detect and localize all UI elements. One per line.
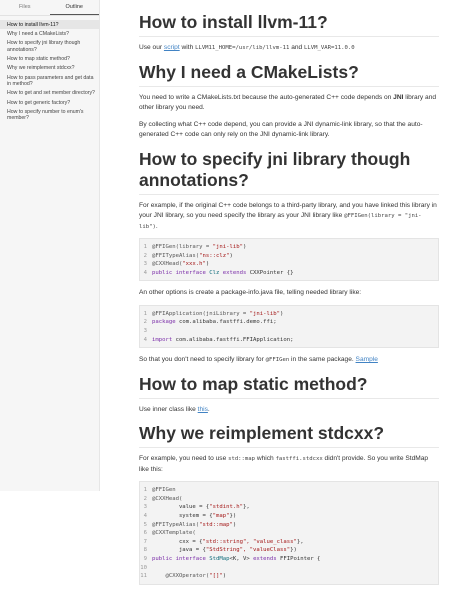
paragraph xyxy=(139,355,439,366)
paragraph xyxy=(139,405,439,416)
text: Use our xyxy=(139,44,164,51)
heading-static-method: How to map static method? xyxy=(139,374,439,399)
text: So that you don't need to specify library for xyxy=(139,356,266,364)
text: didn't provide. So you write StdMap like this: xyxy=(139,455,429,473)
code-text: com.alibaba.fastffi.demo.ffi; xyxy=(178,319,277,326)
line-number: 9 xyxy=(143,556,147,562)
sample-link[interactable]: Sample xyxy=(355,356,378,364)
code-line xyxy=(140,310,438,319)
code-string: "std::map" xyxy=(199,521,233,528)
code-text: @CXXHead( xyxy=(152,495,183,502)
text: and xyxy=(289,44,305,51)
code-line xyxy=(140,495,438,504)
line-number: 2 xyxy=(143,252,147,259)
sidebar-tabs xyxy=(0,0,99,16)
paragraph: An other options is create a package-info.java file, telling needed library like: xyxy=(139,289,362,297)
line-number: 11 xyxy=(140,573,147,580)
inline-code: @FFIGen xyxy=(265,357,290,364)
text: You need to write a CMakeLists.txt because the auto-generated C++ code depends on xyxy=(139,93,394,101)
text: library and other library you need. xyxy=(139,93,437,111)
code-keyword: public interface xyxy=(152,269,210,276)
inline-code: fastffi.stdcxx xyxy=(275,456,323,463)
bold-text: JNI xyxy=(393,93,404,101)
code-type: Clz xyxy=(209,269,220,276)
code-text: }, xyxy=(242,504,250,511)
line-number: 1 xyxy=(143,487,147,494)
text: For example, you need to use xyxy=(139,455,229,463)
line-number: 5 xyxy=(143,521,147,528)
line-number: 3 xyxy=(143,261,147,268)
code-line xyxy=(140,243,438,252)
paragraph xyxy=(139,43,439,54)
line-number: 1 xyxy=(143,310,147,317)
outline-item[interactable]: How to specify jni library though annotations? xyxy=(7,40,81,53)
line-number: 10 xyxy=(140,564,147,571)
code-text: }) xyxy=(290,547,297,554)
code-text: ) xyxy=(242,244,247,250)
paragraph xyxy=(139,454,439,475)
document-content xyxy=(139,12,439,592)
code-text: CXXPointer {} xyxy=(249,269,294,276)
code-line xyxy=(140,260,438,269)
text: which xyxy=(255,455,276,463)
code-type: StdMap xyxy=(209,556,230,562)
line-number: 3 xyxy=(143,328,147,335)
heading-jni-library: How to specify jni library though annotations? xyxy=(139,149,439,195)
text: with xyxy=(179,44,196,51)
line-number: 4 xyxy=(143,336,147,343)
code-string: "map" xyxy=(212,513,230,520)
code-keyword: extends xyxy=(253,556,281,562)
code-text: @CXXTemplate( xyxy=(152,530,196,537)
code-text: com.alibaba.fastffi.FFIApplication; xyxy=(175,336,294,343)
outline-item[interactable]: Why I need a CMakeLists? xyxy=(7,30,69,37)
script-link[interactable]: script xyxy=(163,44,180,51)
line-number: 8 xyxy=(143,547,147,554)
code-block xyxy=(139,305,439,348)
code-line xyxy=(140,512,438,521)
inline-code: LLVM_VAR=11.0.0 xyxy=(304,45,355,51)
paragraph xyxy=(139,93,439,114)
code-line xyxy=(140,538,438,547)
line-number: 4 xyxy=(143,513,147,520)
code-string: "ns::clz" xyxy=(199,252,230,259)
code-line xyxy=(140,564,438,573)
code-string: "std::string", "value_class" xyxy=(202,538,297,545)
outline-item[interactable]: How to map static method? xyxy=(7,55,70,62)
code-block xyxy=(139,481,439,585)
code-keyword: package xyxy=(152,319,179,326)
outline-item[interactable]: How to get and set member directory? xyxy=(7,90,95,97)
heading-stdcxx: Why we reimplement stdcxx? xyxy=(139,423,439,448)
paragraph xyxy=(139,201,439,233)
code-string: "jni-lib" xyxy=(212,244,243,250)
code-string: "jni-lib" xyxy=(249,310,280,317)
code-line xyxy=(140,521,438,530)
code-text: @CXXHead( xyxy=(152,261,183,268)
code-text: cxx = { xyxy=(152,538,203,545)
code-text: FFIPointer { xyxy=(280,556,321,562)
line-number: 2 xyxy=(143,319,147,326)
line-number: 3 xyxy=(143,504,147,511)
code-string: "[]" xyxy=(209,573,223,580)
code-string: "stdint.h" xyxy=(209,504,243,511)
code-text: @FFITypeAlias( xyxy=(152,252,200,259)
this-link[interactable]: this xyxy=(197,405,208,413)
text: For example, if the original C++ code belongs to a third-party library, and you have linked this library in your JNI library, so you need specify the library as your JNI library like xyxy=(139,201,437,219)
code-text: ) xyxy=(232,521,237,528)
line-number: 4 xyxy=(143,269,147,276)
heading-install-llvm: How to install llvm-11? xyxy=(139,12,439,37)
tab-files[interactable]: Files xyxy=(18,4,31,10)
code-line xyxy=(140,503,438,512)
code-line xyxy=(140,572,438,581)
code-text: @CXXOperator( xyxy=(152,573,210,580)
code-line xyxy=(140,327,438,336)
line-number: 2 xyxy=(143,495,147,502)
code-line xyxy=(140,546,438,555)
inline-code: LLVM11_HOME=/usr/lib/llvm-11 xyxy=(195,45,290,51)
code-string: "xxx.h" xyxy=(182,261,206,268)
code-line xyxy=(140,529,438,538)
line-number: 7 xyxy=(143,538,147,545)
heading-cmakelists: Why I need a CMakeLists? xyxy=(139,62,439,87)
inline-code: @FFIGen(library = "jni-lib") xyxy=(139,213,422,230)
line-number: 6 xyxy=(143,530,147,537)
code-keyword: import xyxy=(152,336,176,343)
tab-outline[interactable]: Outline xyxy=(50,0,100,15)
code-line xyxy=(140,336,438,345)
code-line xyxy=(140,486,438,495)
code-text: }) xyxy=(229,513,237,520)
code-text: value = { xyxy=(152,504,210,511)
outline-item[interactable]: How to pass parameters and get data in method? xyxy=(7,74,94,87)
line-number: 1 xyxy=(143,244,147,250)
code-line xyxy=(140,318,438,327)
code-text: ) xyxy=(222,573,227,580)
code-text: system = { xyxy=(152,513,213,520)
code-line xyxy=(140,555,438,564)
text: . xyxy=(207,405,210,413)
outline-item[interactable]: How to specify number to enum's member? xyxy=(7,109,84,122)
code-block xyxy=(139,238,439,281)
paragraph: By collecting what C++ code depend, you can provide a JNI dynamic-link library, so that the auto-generated C++ code can only rely on the JNI dynamic-link library. xyxy=(139,120,423,138)
code-text: ) xyxy=(205,261,210,268)
code-string: "StdString", "valueClass" xyxy=(205,547,291,554)
text: . xyxy=(155,222,158,230)
outline-item[interactable]: How to install llvm-11? xyxy=(0,20,99,29)
code-text: @FFIGen(library = xyxy=(152,244,213,250)
sidebar xyxy=(0,0,100,491)
code-text: ) xyxy=(229,252,233,259)
outline-item[interactable]: How to get generic factory? xyxy=(7,99,71,106)
code-text: @FFIGen xyxy=(152,487,176,494)
code-text: }, xyxy=(296,538,304,545)
code-line xyxy=(140,269,438,278)
code-keyword: extends xyxy=(219,269,250,276)
code-text: ) xyxy=(279,310,284,317)
code-line xyxy=(140,252,438,261)
inline-code: std::map xyxy=(228,456,256,463)
outline-list xyxy=(0,16,99,123)
code-text: <K, V> xyxy=(229,556,254,562)
code-keyword: public interface xyxy=(152,556,210,562)
text: in the same package. xyxy=(289,356,356,364)
text: Use inner class like xyxy=(139,405,198,413)
code-text: java = { xyxy=(152,547,206,554)
outline-item[interactable]: Why we reimplement stdcxx? xyxy=(7,65,75,72)
code-text: @FFITypeAlias( xyxy=(152,521,200,528)
code-text: @FFIApplication(jniLibrary = xyxy=(152,310,250,317)
